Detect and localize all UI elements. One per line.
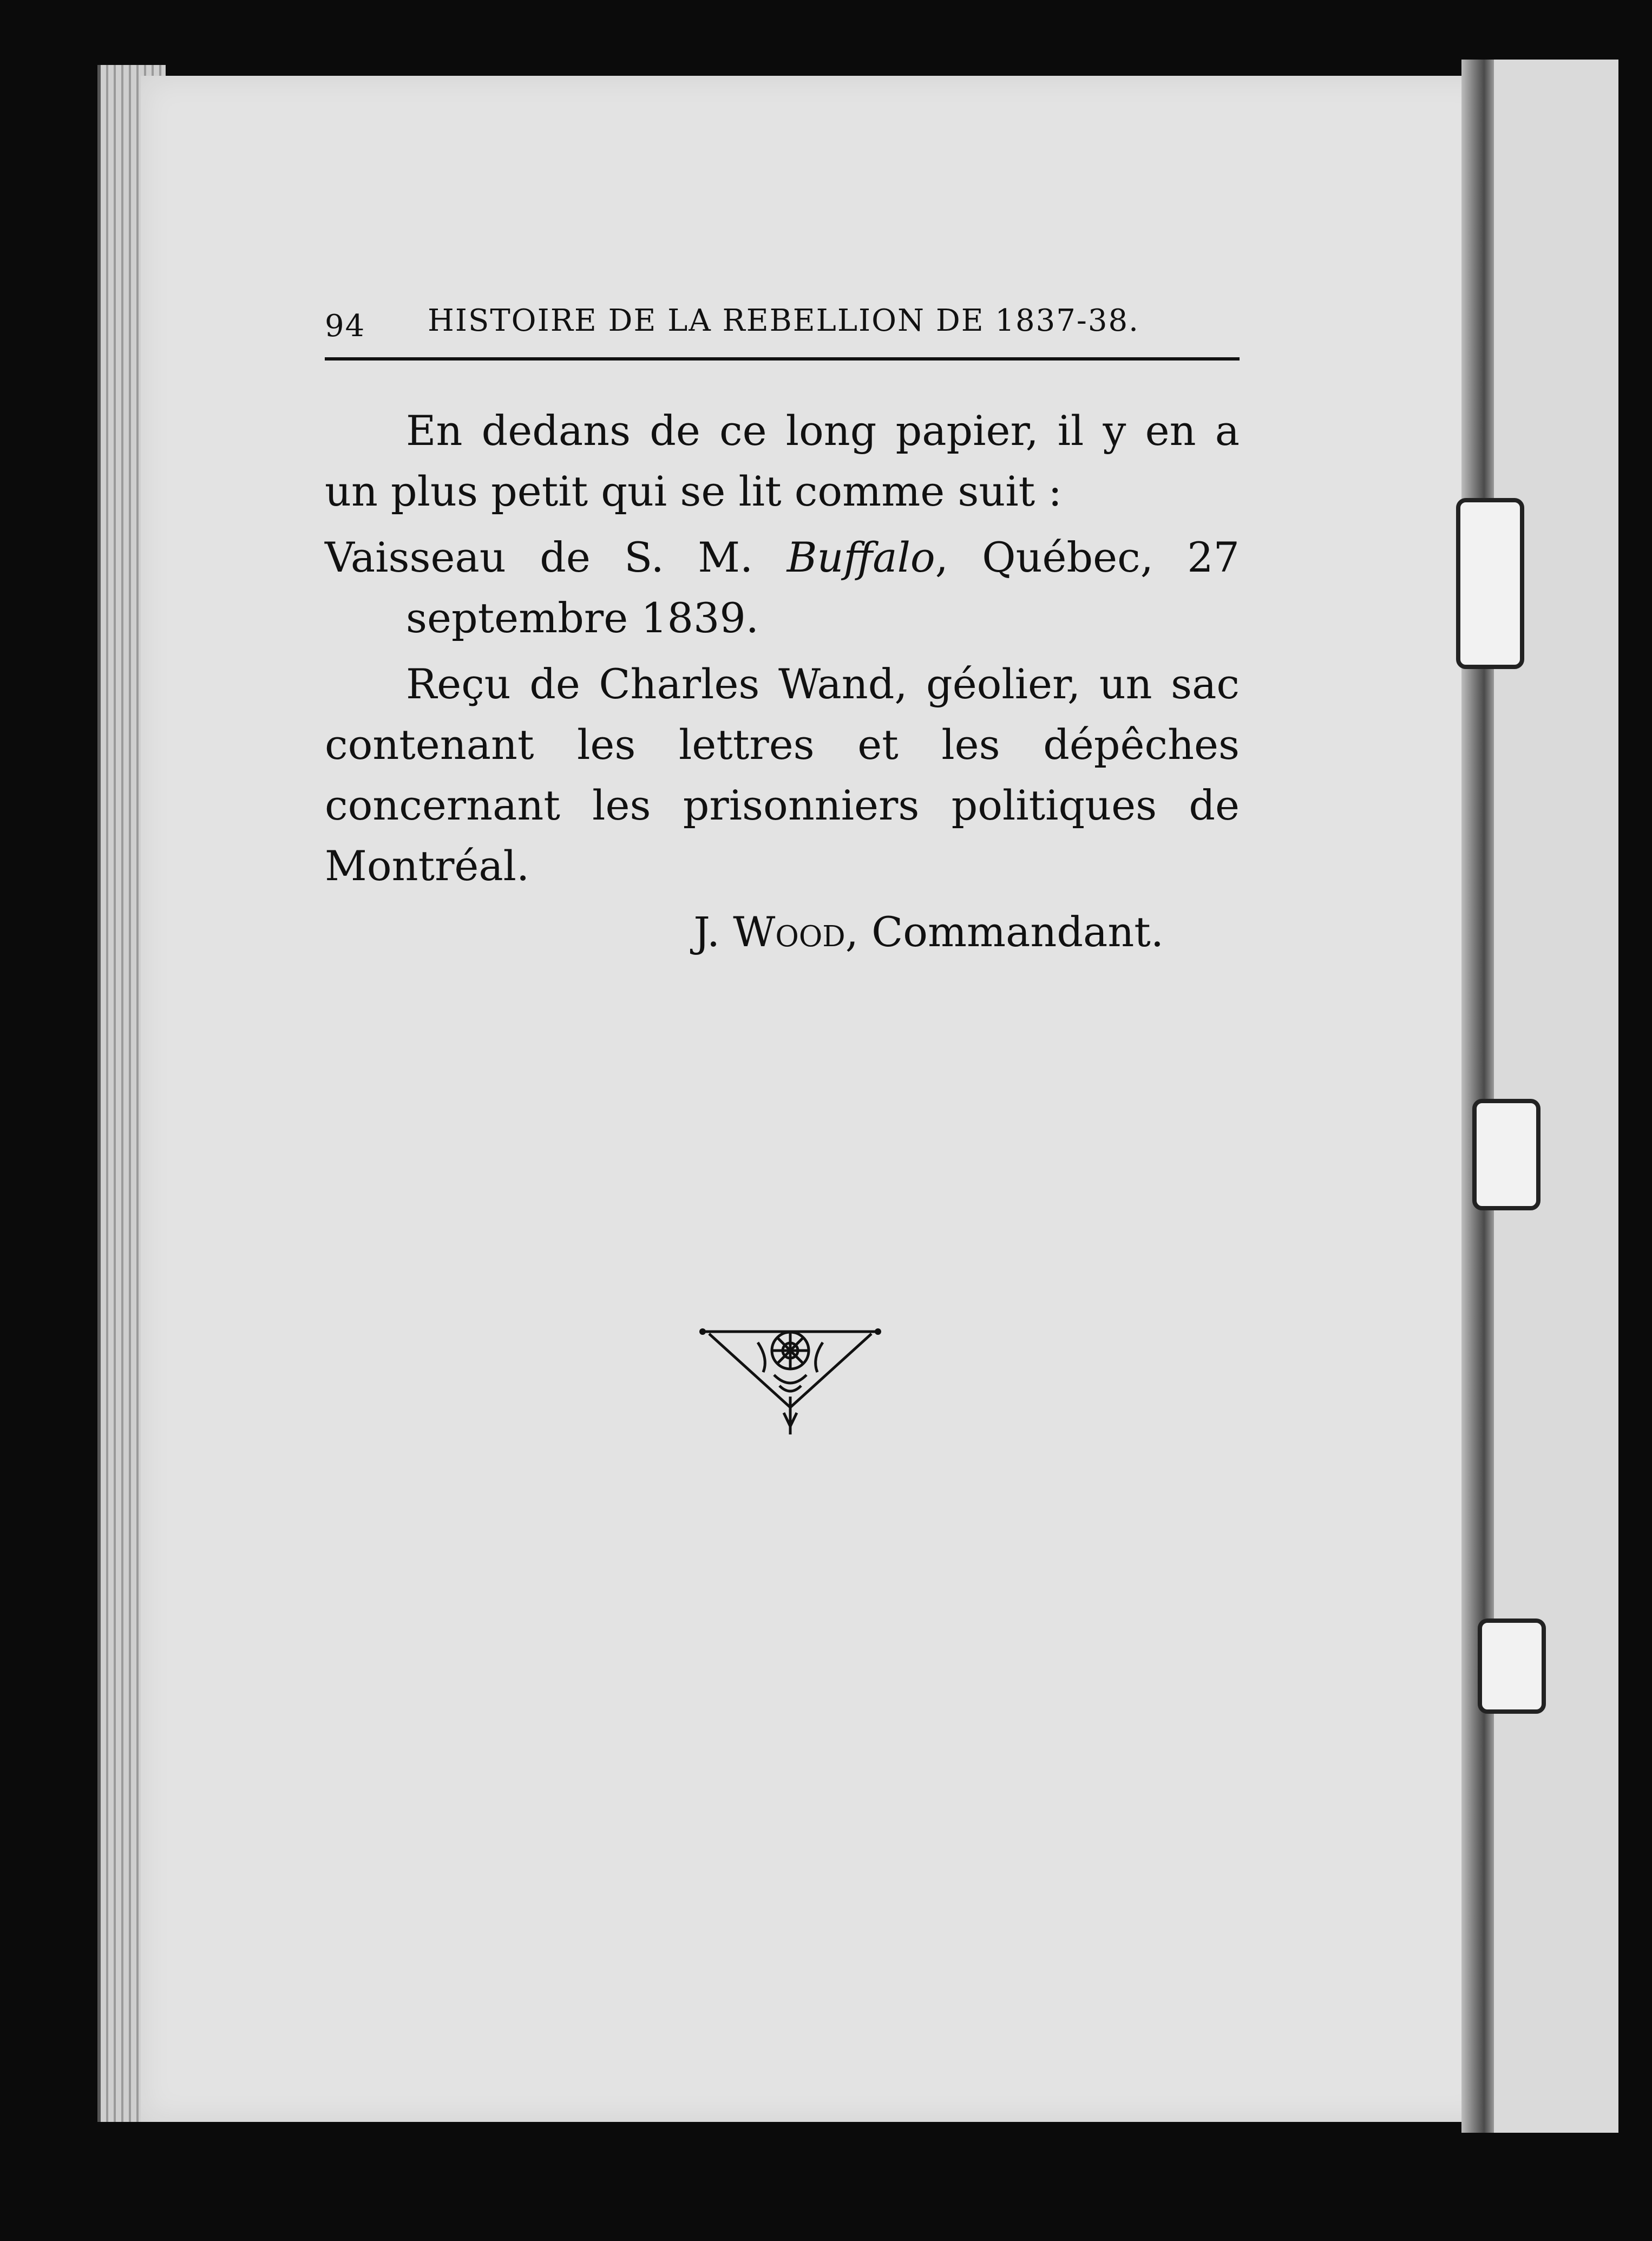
- receipt-heading: [325, 527, 1240, 648]
- signature-name: Wood: [733, 908, 845, 956]
- paragraph-receipt: Reçu de Charles Wand, géolier, un sac contenant les lettres et les dépêches concernant les prisonniers politiques de Montréal.: [325, 660, 1240, 890]
- receipt-suffix: , Québec, 27 septembre 1839.: [406, 533, 1240, 642]
- binding-clip-icon: [1472, 1099, 1540, 1210]
- receipt-prefix: Vaisseau de S. M.: [325, 533, 787, 581]
- book-spine: [1461, 60, 1494, 2133]
- binding-clip-icon: [1456, 498, 1524, 669]
- running-head: [325, 303, 1240, 352]
- binding-clip-icon: [1478, 1618, 1546, 1714]
- printer-ornament-fleuron-icon: [698, 1321, 882, 1440]
- book-page: [141, 76, 1494, 2122]
- facing-page-edge: [1494, 60, 1618, 2133]
- page-number: 94: [325, 309, 366, 344]
- ship-name: Buffalo: [786, 533, 935, 581]
- running-title: HISTOIRE DE LA REBELLION DE 1837-38.: [428, 303, 1139, 338]
- paragraph-intro: En dedans de ce long papier, il y en a un plus petit qui se lit comme suit :: [325, 407, 1240, 515]
- header-rule: [325, 357, 1240, 361]
- page-body: [325, 401, 1240, 968]
- signature: [325, 902, 1240, 962]
- signature-title: , Commandant.: [845, 908, 1164, 956]
- signature-initial: J.: [693, 908, 733, 956]
